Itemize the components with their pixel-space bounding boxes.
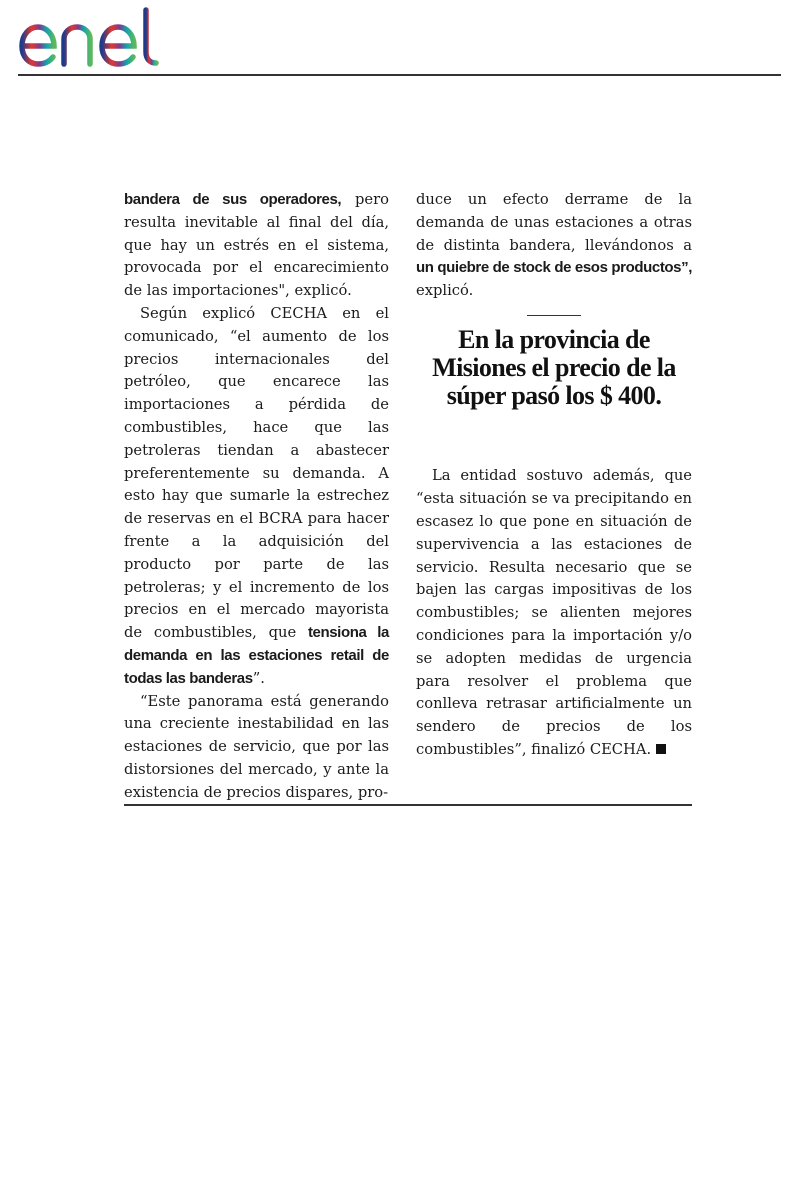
- bold-text: bandera de sus operadores,: [124, 191, 342, 208]
- bold-text: un quiebre de stock de esos productos”,: [416, 259, 692, 277]
- header-divider: [18, 74, 781, 76]
- paragraph-text: ”.: [252, 669, 265, 687]
- paragraph-text: La entidad sostuvo además, que “esta situación se va precipitando en escasez lo que pone en situación de supervivencia a las estaciones de servicio. Resulta necesario que se bajen las cargas impositivas de los combustibles; se alienten mejores condiciones para la importación y/o se adopten medidas de urgencia para resolver el problema que conlleva retrasar artificialmente un sendero de precios de los combustibles”, finalizó CECHA.: [416, 467, 692, 759]
- paragraph-text: “Este panorama está generando una creciente inestabilidad en las estaciones de servicio, que por las distorsiones del mercado, y ante la existencia de precios dispares, pro-: [124, 692, 389, 801]
- left-column: [124, 189, 389, 805]
- paragraph: [416, 189, 692, 303]
- paragraph-text: explicó.: [416, 282, 474, 300]
- bold-text: tensiona la demanda en las estaciones retail de todas las banderas: [124, 624, 389, 687]
- paragraph: [124, 303, 389, 691]
- article-bottom-divider: [124, 804, 692, 806]
- right-column: [416, 189, 692, 762]
- page-header: [0, 0, 800, 76]
- paragraph-text: Según explicó CECHA en el comunicado, “el aumento de los precios internacionales del petróleo, que encarece las importaciones a pérdida de combustibles, hace que las petroleras tiendan a abastecer preferentemente su demanda. A esto hay que sumarle la estrechez de reservas en el BCRA para hacer frente a la adquisición del producto por parte de las petroleras; y el incremento de los precios en el mercado mayorista de combustibles, que: [124, 304, 389, 642]
- subhead-divider: [527, 315, 581, 317]
- paragraph: [124, 691, 389, 805]
- paragraph: [124, 189, 389, 303]
- paragraph-text: duce un efecto derrame de la demanda de unas estaciones a otras de distinta bandera, llevándonos a: [416, 191, 692, 254]
- paragraph-text: pero resulta inevitable al final del día, que hay un estrés en el sistema, provocada por el encarecimiento de las importaciones", explicó.: [124, 191, 389, 300]
- article-body: [124, 189, 692, 801]
- paragraph: [416, 465, 692, 761]
- enel-logo: [18, 4, 178, 68]
- end-of-article-icon: [656, 744, 666, 754]
- subheading: En la provincia de Misiones el precio de la súper pasó los $ 400.: [432, 325, 676, 411]
